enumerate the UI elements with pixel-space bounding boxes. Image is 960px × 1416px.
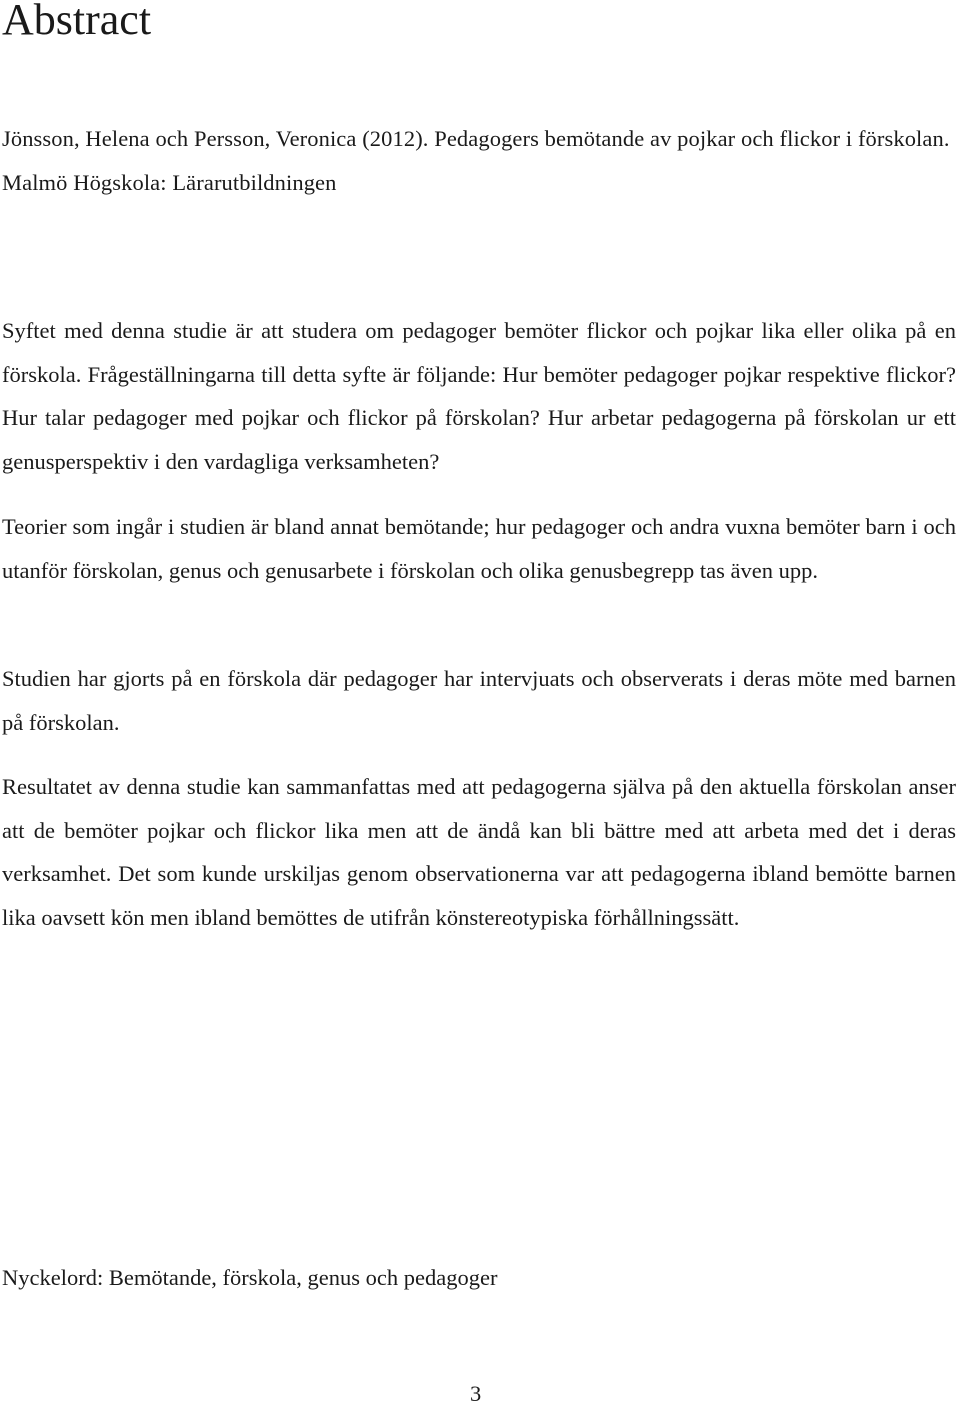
page-title: Abstract: [2, 0, 152, 44]
page-number: 3: [470, 1381, 482, 1406]
paragraph-result: Resultatet av denna studie kan sammanfattas med att pedagogerna själva på den aktuella förskolan anser att de bemöter pojkar och flickor lika men att de ändå kan bli bättre med att arbeta med det i deras verksamhet. Det som kunde urskiljas genom observationerna var att pedagogerna ibland bemötte barnen lika oavsett kön men ibland bemöttes de utifrån könstereotypiska förhållningssätt.: [2, 774, 956, 930]
citation-institution: Malmö Högskola: Lärarutbildningen: [2, 170, 337, 195]
paragraph-aim: Syftet med denna studie är att studera om pedagoger bemöter flickor och pojkar lika eller olika på en förskola. Frågeställningarna till detta syfte är följande: Hur bemöter pedagoger pojkar respektive flickor? Hur talar pedagoger med pojkar och flickor på förskolan? Hur arbetar pedagogerna på förskolan ur ett genusperspektiv i den vardagliga verksamheten?: [2, 318, 956, 474]
citation-reference: Jönsson, Helena och Persson, Veronica (2012). Pedagogers bemötande av pojkar och flickor i förskolan.: [2, 126, 950, 151]
paragraph-theory: Teorier som ingår i studien är bland annat bemötande; hur pedagoger och andra vuxna bemöter barn i och utanför förskolan, genus och genusarbete i förskolan och olika genusbegrepp tas även upp.: [2, 514, 956, 583]
keywords-line: Nyckelord: Bemötande, förskola, genus och pedagoger: [2, 1265, 498, 1290]
paragraph-method: Studien har gjorts på en förskola där pedagoger har intervjuats och observerats i deras möte med barnen på förskolan.: [2, 666, 956, 735]
citation-block: [2, 117, 957, 205]
